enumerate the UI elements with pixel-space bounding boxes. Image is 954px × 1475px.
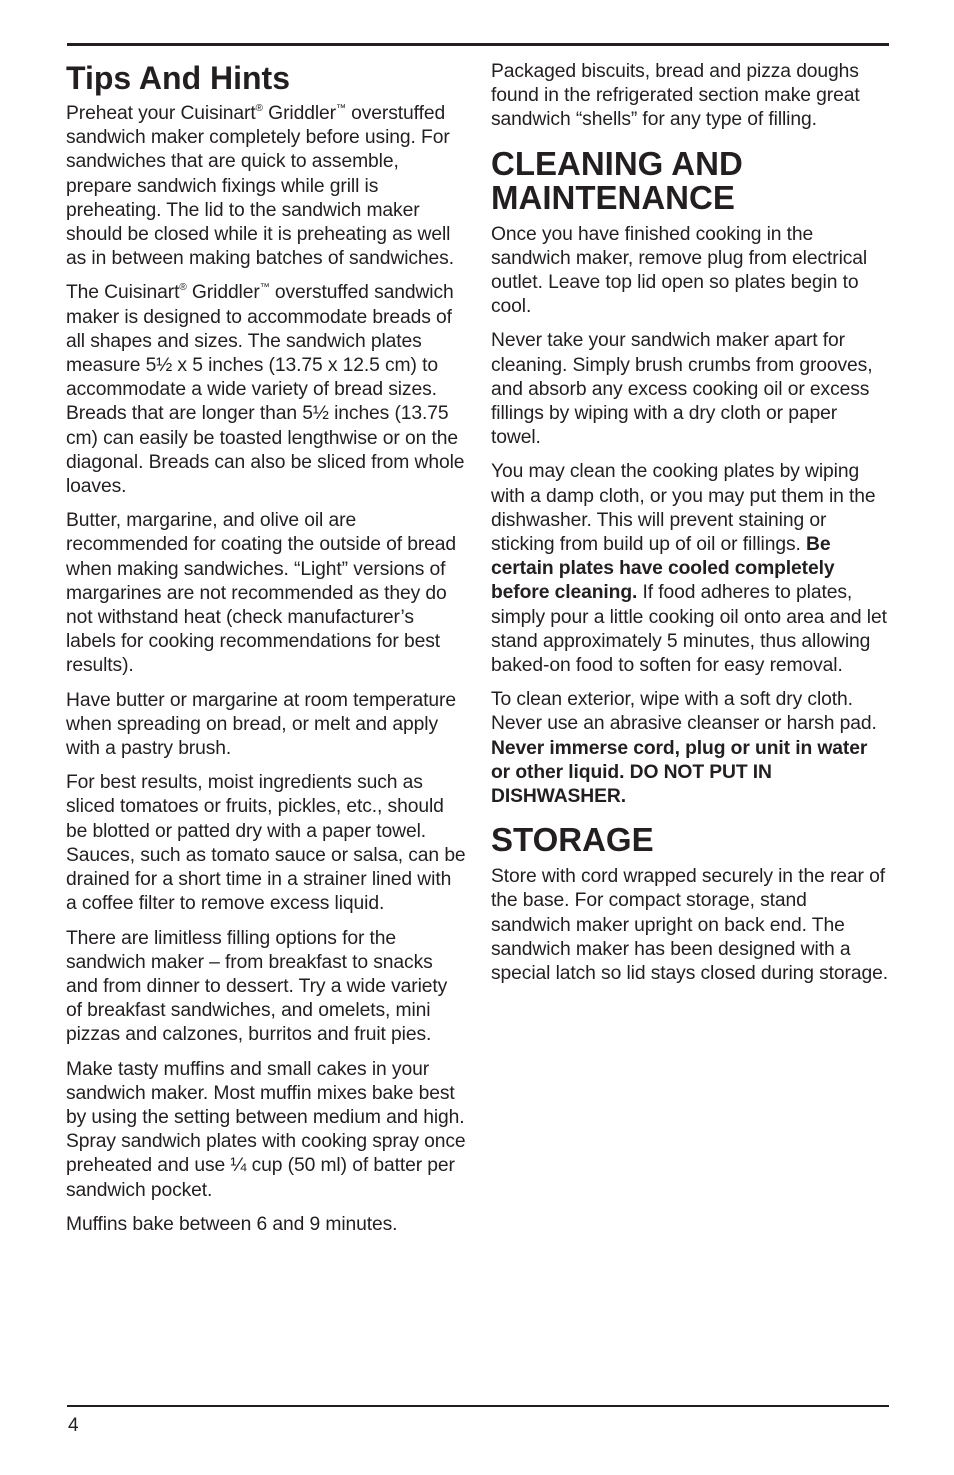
tips-heading: Tips And Hints bbox=[66, 60, 290, 96]
cleaning-paragraph-exterior: To clean exterior, wipe with a soft dry cloth. Never use an abrasive cleanser or harsh pad. Never immerse cord, plug or unit in water or other liquid. DO NOT PUT IN DISHWASHER. bbox=[491, 689, 877, 808]
storage-paragraph: Store with cord wrapped securely in the rear of the base. For compact storage, stand sandwich maker upright on back end. The sandwich maker has been designed with a special latch so lid stays closed during storage. bbox=[491, 866, 889, 985]
tips-paragraph-breads: The Cuisinart® Griddler™ overstuffed sandwich maker is designed to accommodate breads of all shapes and sizes. The sandwich plates measure 5½ x 5 inches (13.75 x 12.5 cm) to accommodate a wide variety of bread sizes. Breads that are longer than 5½ inches (13.75 cm) can easily be toasted lengthwise or on the diagonal. Breads can also be sliced from whole loaves. bbox=[66, 282, 465, 498]
tips-paragraph-packaged-doughs: Packaged biscuits, bread and pizza doughs found in the refrigerated section make great sandwich “shells” for any type of filling. bbox=[491, 61, 860, 131]
cleaning-paragraph-unplug: Once you have finished cooking in the sandwich maker, remove plug from electrical outlet. Leave top lid open so plates begin to cool. bbox=[491, 223, 868, 318]
tips-paragraph-room-temperature: Have butter or margarine at room temperature when spreading on bread, or melt and apply with a pastry brush. bbox=[66, 689, 456, 760]
cleaning-paragraph-plates: You may clean the cooking plates by wiping with a damp cloth, or you may put them in the dishwasher. This will prevent staining or sticking from build up of oil or fillings. Be certain plates have cooled completely before cleaning. If food adheres to plates, simply pour a little cooking oil onto area and let stand approximately 5 minutes, thus allowing baked-on food to soften for easy removal. bbox=[491, 461, 887, 677]
tips-paragraph-moist-ingredients: For best results, moist ingredients such as sliced tomatoes or fruits, pickles, etc., should be blotted or patted dry with a paper towel. Sauces, such as tomato sauce or salsa, can be drained for a short time in a strainer lined with a coffee filter to remove excess liquid. bbox=[66, 772, 466, 915]
cleaning-warning-immerse: Never immerse cord, plug or unit in water or other liquid. DO NOT PUT IN DISHWASHER. bbox=[491, 737, 868, 808]
left-column bbox=[66, 58, 466, 1247]
cleaning-paragraph-never-disassemble: Never take your sandwich maker apart for cleaning. Simply brush crumbs from grooves, and absorb any excess cooking oil or excess fillings by wiping with a dry cloth or paper towel. bbox=[491, 330, 873, 449]
cleaning-warning-cool: Be certain plates have cooled completely before cleaning. bbox=[491, 534, 835, 604]
right-column bbox=[491, 60, 891, 996]
tips-paragraph-preheat: Preheat your Cuisinart® Griddler™ overstuffed sandwich maker completely before using. For sandwiches that are quick to assemble, prepare sandwich fixings while grill is preheating. The lid to the sandwich maker should be closed while it is preheating as well as in between making batches of sandwiches. bbox=[66, 103, 454, 270]
bottom-rule bbox=[67, 1405, 889, 1407]
storage-heading: STORAGE bbox=[491, 821, 654, 859]
tips-paragraph-filling-options: There are limitless filling options for the sandwich maker – from breakfast to snacks and from dinner to dessert. Try a wide variety of breakfast sandwiches, and omelets, mini pizzas and calzones, burritos and fruit pies. bbox=[66, 927, 448, 1046]
tips-paragraph-muffins: Make tasty muffins and small cakes in your sandwich maker. Most muffin mixes bake best by using the setting between medium and high. Spray sandwich plates with cooking spray once preheated and use ¼ cup (50 ml) of batter per sandwich pocket. bbox=[66, 1058, 466, 1201]
tips-paragraph-muffin-time: Muffins bake between 6 and 9 minutes. bbox=[66, 1213, 398, 1235]
top-rule bbox=[67, 43, 889, 46]
page-number: 4 bbox=[68, 1415, 79, 1436]
cleaning-heading: CLEANING AND MAINTENANCE bbox=[491, 144, 743, 216]
tips-paragraph-butter: Butter, margarine, and olive oil are recommended for coating the outside of bread when making sandwiches. “Light” versions of margarines are not recommended as they do not withstand heat (check manufacturer’s labels for cooking recommendations for best results). bbox=[66, 510, 457, 677]
